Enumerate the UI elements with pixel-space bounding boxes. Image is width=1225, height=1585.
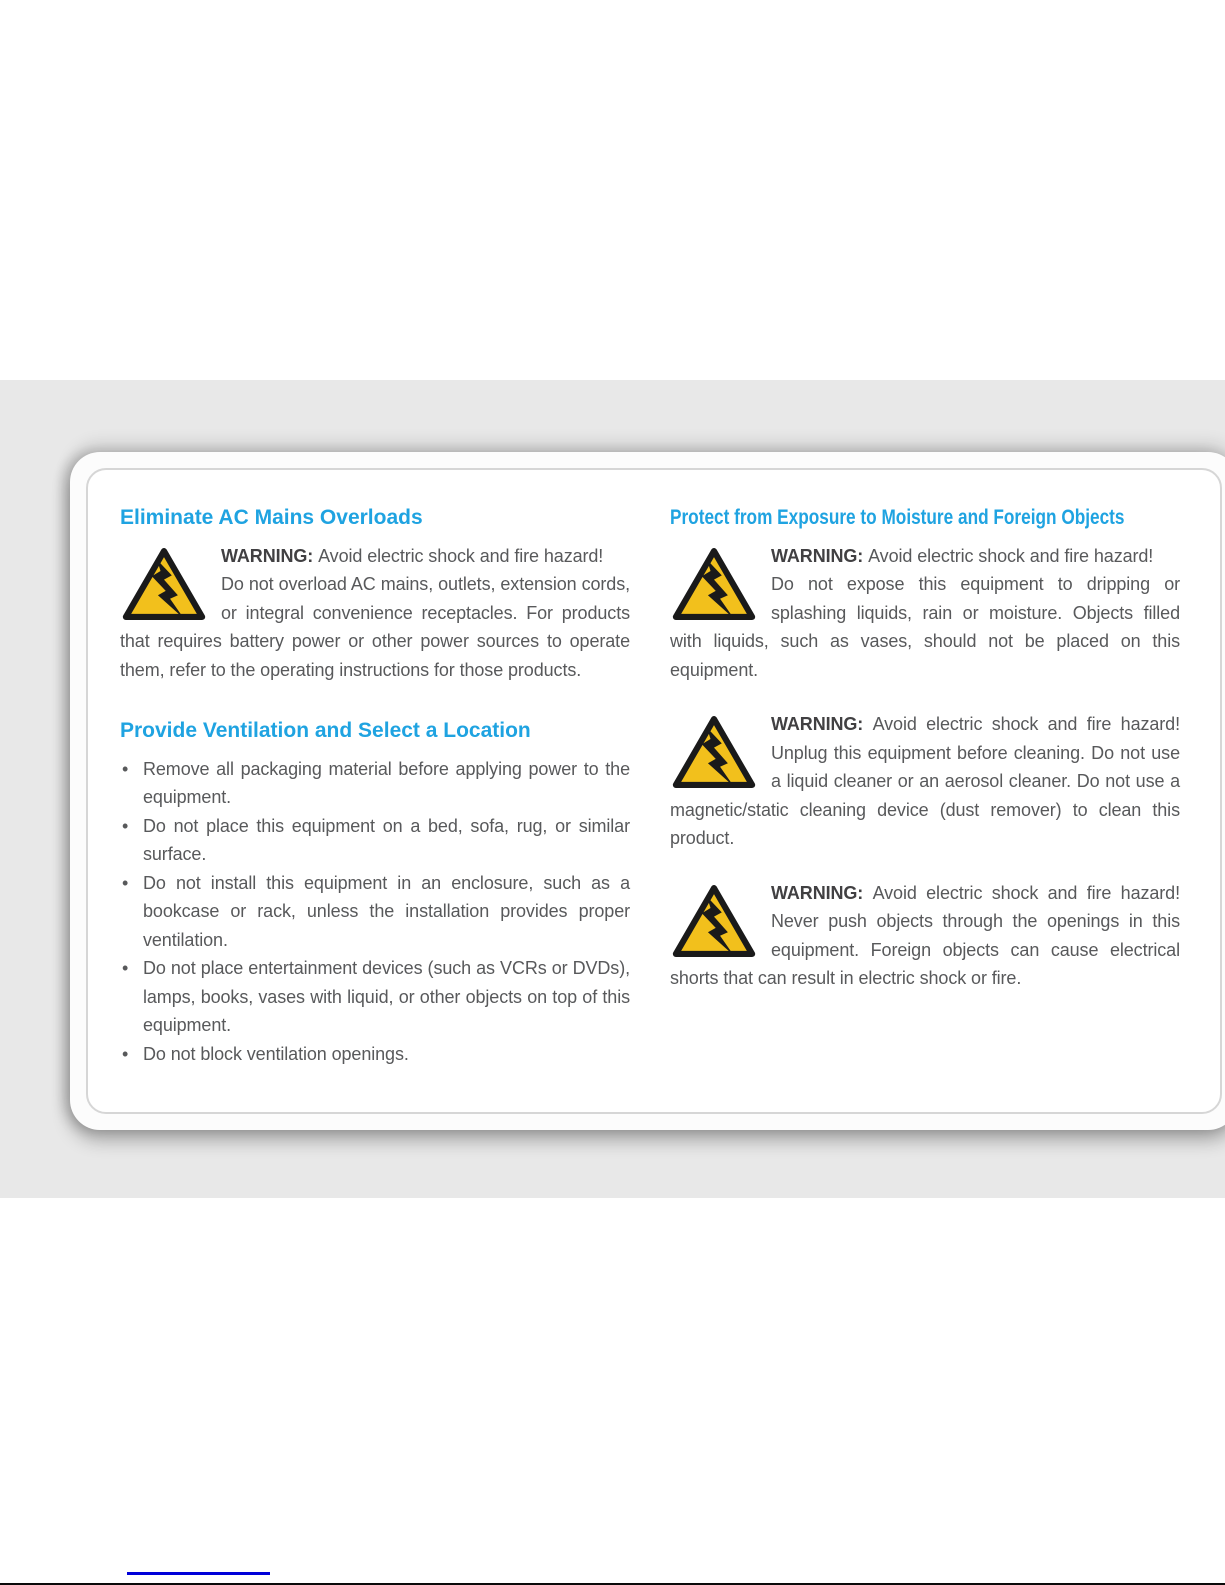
- electric-shock-warning-icon: [670, 545, 758, 623]
- electric-shock-warning-icon: [670, 713, 758, 791]
- bullet-item: • Do not install this equipment in an enclosure, such as a bookcase or rack, unless the installation provides proper ventilation.: [120, 869, 630, 955]
- card-inner-frame: [86, 468, 1222, 1114]
- bullet-item: • Do not block ventilation openings.: [120, 1040, 630, 1069]
- warning-paragraph: [120, 542, 630, 685]
- warning-text: Avoid electric shock and fire hazard! Unplug this equipment before cleaning. Do not use a liquid cleaner or an aerosol cleaner. Do not use a magnetic/static cleaning device (dust remover) to clean this product.: [670, 714, 1180, 848]
- warning-paragraph: [670, 879, 1180, 993]
- section-heading-moisture: Protect from Exposure to Moisture and Foreign Objects: [670, 506, 1125, 529]
- left-column: [120, 504, 630, 1068]
- section-heading-overloads: Eliminate AC Mains Overloads: [120, 506, 423, 529]
- warning-label: WARNING:: [771, 714, 873, 734]
- warning-label: WARNING:: [771, 545, 869, 566]
- warning-text: Avoid electric shock and fire hazard! Never push objects through the openings in this equipment. Foreign objects can cause electrical shorts that can result in electric shock or fire.: [670, 882, 1180, 988]
- warning-block-cleaning: [670, 710, 1180, 853]
- warning-label: WARNING:: [771, 882, 873, 903]
- electric-shock-warning-icon: [120, 545, 208, 623]
- warning-paragraph: [670, 542, 1180, 685]
- right-column: [670, 504, 1180, 1068]
- warning-label: WARNING:: [221, 545, 319, 566]
- electric-shock-warning-icon: [670, 882, 758, 960]
- section-heading-ventilation: Provide Ventilation and Select a Location: [120, 719, 531, 742]
- bullet-item: • Do not place entertainment devices (such as VCRs or DVDs), lamps, books, vases with liquid, or other objects on top of this equipment.: [120, 954, 630, 1040]
- warning-intro: Avoid electric shock and fire hazard!: [318, 545, 604, 566]
- footer-link-underline[interactable]: [127, 1572, 270, 1575]
- two-column-layout: [120, 504, 1180, 1068]
- bullet-item: • Remove all packaging material before applying power to the equipment.: [120, 755, 630, 812]
- warning-paragraph: [670, 710, 1180, 853]
- bullet-item: • Do not place this equipment on a bed, sofa, rug, or similar surface.: [120, 812, 630, 869]
- ventilation-bullet-list: [120, 755, 630, 1069]
- warning-block-overloads: [120, 542, 630, 685]
- warning-body: Do not overload AC mains, outlets, extension cords, or integral convenience receptacles. For products that requires battery power or other power sources to operate them, refer to the operating instructions for those products.: [120, 574, 630, 680]
- warning-intro: Avoid electric shock and fire hazard!: [868, 545, 1154, 566]
- safety-instructions-card: [70, 452, 1225, 1130]
- warning-block-moisture: [670, 542, 1180, 685]
- warning-block-foreign-objects: [670, 879, 1180, 993]
- warning-body: Do not expose this equipment to dripping or splashing liquids, rain or moisture. Objects filled with liquids, such as vases, should not be placed on this equipment.: [670, 574, 1180, 680]
